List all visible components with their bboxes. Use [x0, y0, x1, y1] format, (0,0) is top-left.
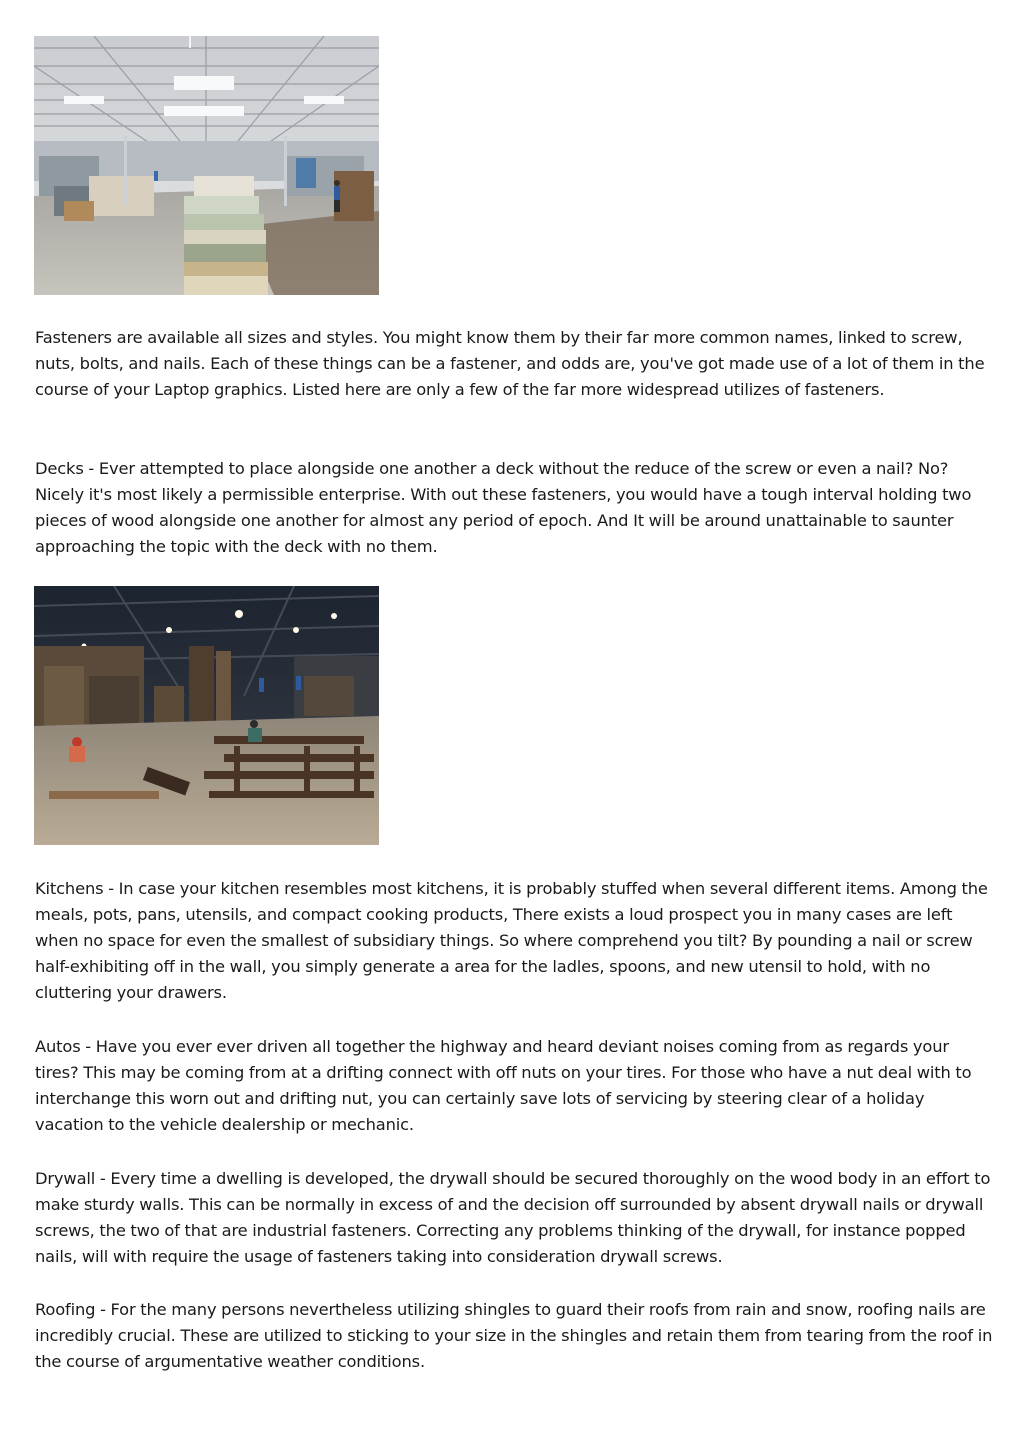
- woodworking-workshop-photo: [34, 586, 379, 845]
- paragraph-autos: Autos - Have you ever ever driven all together the highway and heard deviant noises coming from as regards your tires? This may be coming from at a drifting connect with off nuts on your tires. For those who have a nut deal with to interchange this worn out and drifting nut, you can certainly save lots of servicing by steering clear of a holiday vacation to the vehicle dealership or mechanic.: [35, 1037, 972, 1134]
- paragraph-drywall: Drywall - Every time a dwelling is developed, the drywall should be secured thoroughly on the wood body in an effort to make sturdy walls. This can be normally in excess of and the decision off surrounded by absent drywall nails or drywall screws, the two of that are industrial fasteners. Correcting any problems thinking of the drywall, for instance popped nails, will with require the usage of fasteners taking into consideration drywall screws.: [35, 1169, 991, 1266]
- paragraph-intro: Fasteners are available all sizes and styles. You might know them by their far more common names, linked to screw, nuts, bolts, and nails. Each of these things can be a fastener, and odds are, you've got made use of a lot of them in the course of your Laptop graphics. Listed here are only a few of the far more widespread utilizes of fasteners.: [35, 328, 985, 399]
- paragraph-kitchens: Kitchens - In case your kitchen resembles most kitchens, it is probably stuffed when several different items. Among the meals, pots, pans, utensils, and compact cooking products, There exists a loud prospect you in many cases are left when no space for even the smallest of subsidiary things. So where comprehend you tilt? By pounding a nail or screw half-exhibiting off in the wall, you simply generate a area for the ladles, spoons, and new utensil to hold, with no cluttering your drawers.: [35, 879, 988, 1002]
- paragraph-decks: Decks - Ever attempted to place alongside one another a deck without the reduce of the screw or even a nail? No? Nicely it's most likely a permissible enterprise. With out these fasteners, you would have a tough interval holding two pieces of wood alongside one another for almost any period of epoch. And It will be around unattainable to saunter approaching the topic with the deck with no them.: [35, 459, 972, 556]
- paragraph-roofing: Roofing - For the many persons nevertheless utilizing shingles to guard their roofs from rain and snow, roofing nails are incredibly crucial. These are utilized to sticking to your size in the shingles and retain them from tearing from the roof in the course of argumentative weather conditions.: [35, 1300, 993, 1371]
- factory-warehouse-photo: [34, 36, 379, 295]
